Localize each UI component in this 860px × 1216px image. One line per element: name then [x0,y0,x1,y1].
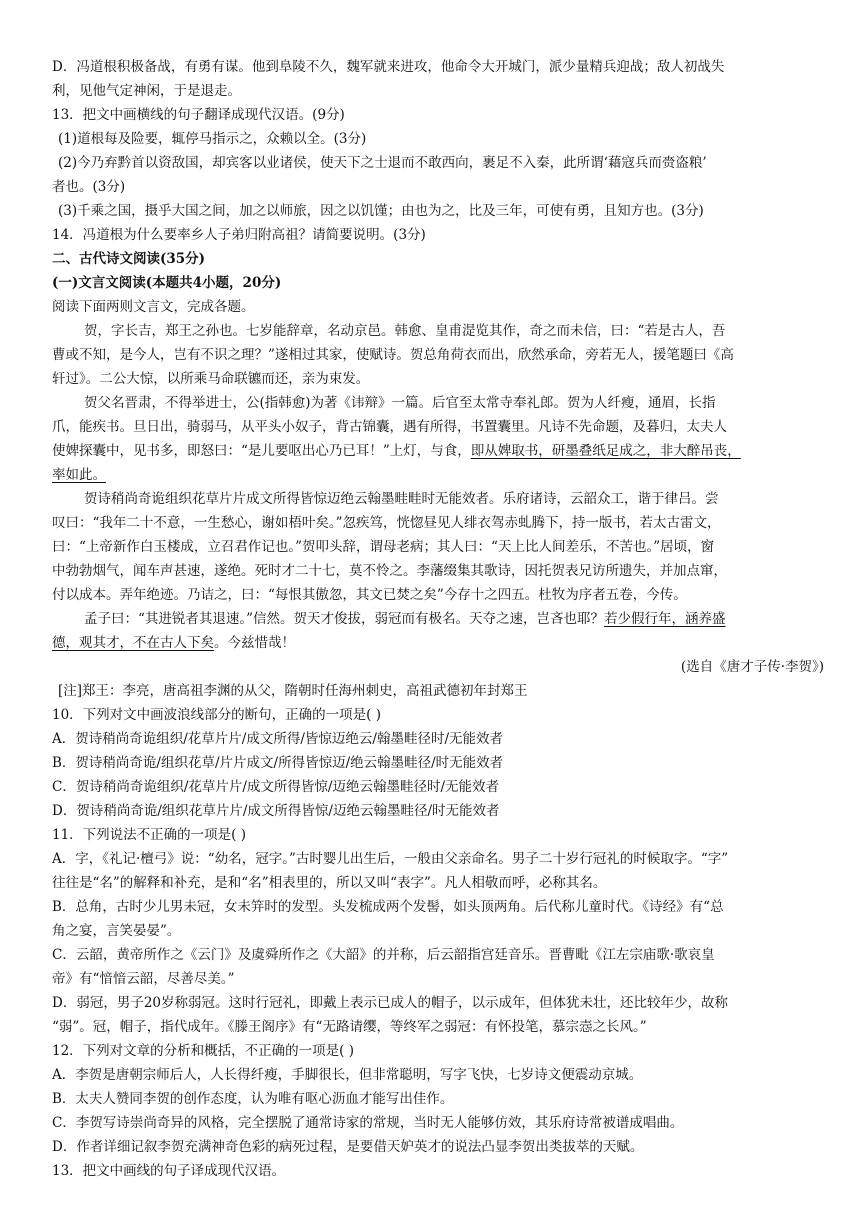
passage-p4-line-2 [52,634,295,652]
underlined-sentence-2-part-1: 若少假行年，涵养盛 [604,611,726,627]
question-11-option-b-line-2: 角之宴，言笑晏晏”。 [52,923,181,939]
question-13-part-2-line-2: 者也。(3分) [52,179,126,195]
passage-p1-line-1: 贺，字长吉，郑王之孙也。七岁能辞章，名动京邑。韩愈、皇甫湜览其作，奇之而未信，曰：“若是古人，吾 [84,323,726,339]
underlined-sentence-1: 即从婢取书，研墨叠纸足成之，非大醉吊丧， [470,443,741,459]
question-12-option-a: A．李贺是唐朝宗师后人，人长得纤瘦，手脚很长，但非常聪明，写字飞快，七岁诗文便震动京城。 [52,1067,643,1083]
question-13-part-3: (3)千乘之国，摄乎大国之间，加之以师旅，因之以饥馑；由也为之，比及三年，可使有勇，且知方也。(3分) [58,203,704,219]
passage-p4-line-1-text: 孟子曰：“其进锐者其退速。”信然。贺天才俊拔，弱冠而有极名。天夺之速，岂吝也耶？ [84,611,605,627]
section-subtitle: (一)文言文阅读(本题共4小题，20分) [52,275,282,291]
passage-p3-line-1: 贺诗稍尚奇诡组织花草片片成文所得皆惊迈绝云翰墨畦畦时无能效者。乐府诸诗，云韶众工，谐于律吕。尝 [84,491,719,507]
passage-p2-line-4: 率如此。 [52,467,106,483]
passage-source: (选自《唐才子传·李贺》) [680,659,824,675]
option-d-line-1: D．冯道根积极备战，有勇有谋。他到阜陵不久，魏军就来进攻，他命令大开城门，派少量精兵迎战；敌人初战失 [52,59,725,75]
question-10-option-d: D．贺诗稍尚奇诡/组织花草片片/成文所得皆惊/迈绝云翰墨畦径/时无能效者 [52,803,500,819]
question-13-part-1: (1)道根每及险要，辄停马指示之，众赖以全。(3分) [58,131,367,147]
question-11-stem: 11．下列说法不正确的一项是( ) [52,827,247,843]
passage-p3-line-2: 叹曰：“我年二十不意，一生愁心，谢如梧叶矣。”忽疾笃，恍惚昼见人绯衣驾赤虬腾下，持一版书，若太古雷文， [52,515,721,531]
question-11-option-a-line-2: 往往是“名”的解释和补充，是和“名”相表里的，所以又叫“表字”。凡人相敬而呼，必称其名。 [52,875,607,891]
passage-p4-line-1 [84,610,726,628]
underlined-sentence-2-part-2: 德，观其才，不在古人下矣 [52,635,214,651]
question-13-part-2-line-1: (2)今乃弃黔首以资敌国，却宾客以业诸侯，使天下之士退而不敢西向，裹足不入秦，此所谓‘藉寇兵而赍盗粮’ [58,155,707,171]
passage-p1-line-3: 轩过》。二公大惊，以所乘马命联镳而还，亲为束发。 [52,371,370,387]
question-12-stem: 12．下列对文章的分析和概括，不正确的一项是( ) [52,1043,355,1059]
question-10-option-c: C．贺诗稍尚奇诡组织/花草片片/成文所得皆惊/迈绝云翰墨畦径时/无能效者 [52,779,500,795]
question-10-option-a: A．贺诗稍尚奇诡组织/花草片片/成文所得/皆惊迈绝云/翰墨畦径时/无能效者 [52,731,503,747]
question-11-option-d-line-2: “弱”。冠，帽子，指代成年。《滕王阁序》有“无路请缨，等终军之弱冠：有怀投笔，慕宗悫之长风。” [52,1019,647,1035]
passage-p2-line-2: 爪，能疾书。旦日出，骑弱马，从平头小奴子，背古锦囊，遇有所得，书置囊里。凡诗不先命题，及暮归，太夫人 [52,419,727,435]
passage-p2-line-3 [52,442,741,460]
question-12-option-c: C．李贺写诗崇尚奇异的风格，完全摆脱了通常诗家的常规，当时无人能够仿效，其乐府诗常被谱成唱曲。 [52,1115,684,1131]
passage-p4-line-2-text: 。今兹惜哉！ [214,635,295,651]
question-10-option-b: B．贺诗稍尚奇诡/组织花草/片片成文/所得皆惊迈/绝云翰墨畦径/时无能效者 [52,755,504,771]
question-11-option-a-line-1: A．字，《礼记·檀弓》说：“幼名，冠字。”古时婴儿出生后，一般由父亲命名。男子二十岁行冠礼的时候取字。“字” [52,851,729,867]
question-11-option-d-line-1: D．弱冠，男子20岁称弱冠。这时行冠礼，即戴上表示已成人的帽子，以示成年，但体犹未壮，还比较年少，故称 [52,995,729,1011]
passage-p2-line-1: 贺父名晋肃，不得举进士，公(指韩愈)为著《讳辩》一篇。后官至太常寺奉礼郎。贺为人纤瘦，通眉，长指 [84,395,716,411]
question-11-option-c-line-1: C．云韶，黄帝所作之《云门》及虞舜所作之《大韶》的并称，后云韶指宫廷音乐。晋曹毗《江左宗庙歌·歌哀皇 [52,947,715,963]
passage-p3-line-3: 曰：“上帝新作白玉楼成，立召君作记也。”贺叩头辞，谓母老病；其人曰：“天上比人间差乐，不苦也。”居顷，窗 [52,539,715,555]
passage-p1-line-2: 曹或不知，是今人，岂有不识之理？”遂相过其家，使赋诗。贺总角荷衣而出，欣然承命，旁若无人，援笔题曰《高 [52,347,734,363]
question-11-option-b-line-1: B．总角，古时少儿男未冠，女未笄时的发型。头发梳成两个发髻，如头顶两角。后代称儿童时代。《诗经》有“总 [52,899,724,915]
passage-p3-line-5: 付以成本。弄年绝迹。乃诘之，曰：“每恨其傲忽，其文已焚之矣”今存十之四五。杜牧为序者五卷，今传。 [52,587,687,603]
section-title: 二、古代诗文阅读(35分) [52,251,206,267]
passage-p3-line-4: 中勃勃烟气，闻车声甚速，遂绝。死时才二十七，莫不怜之。李藩缀集其歌诗，因托贺表兄访所遗失，并加点窜， [52,563,727,579]
option-d-line-2: 利，见他气定神闲，于是退走。 [52,83,241,99]
passage-p2-line-3-text: 使婢探囊中，见书多，即怒曰：“是儿要呕出心乃已耳！”上灯，与食， [52,443,471,459]
passage-note: [注]郑王：李亮，唐高祖李渊的从父，隋朝时任海州刺史，高祖武德初年封郑王 [58,683,528,699]
question-10-stem: 10．下列对文中画波浪线部分的断句，正确的一项是( ) [52,707,382,723]
question-11-option-c-line-2: 帝》有“愔愔云韶，尽善尽美。” [52,971,235,987]
question-12-option-b: B．太夫人赞同李贺的创作态度，认为唯有呕心沥血才能写出佳作。 [52,1091,454,1107]
question-13-translation: 13．把文中画线的句子译成现代汉语。 [52,1163,286,1179]
reading-instruction: 阅读下面两则文言文，完成各题。 [52,299,255,315]
question-12-option-d: D．作者详细记叙李贺充满神奇色彩的病死过程，是要借天妒英才的说法凸显李贺出类拔萃的天赋。 [52,1139,644,1155]
question-13-title: 13．把文中画横线的句子翻译成现代汉语。(9分) [52,107,345,123]
question-14: 14．冯道根为什么要率乡人子弟归附高祖？请简要说明。(3分) [52,227,426,243]
